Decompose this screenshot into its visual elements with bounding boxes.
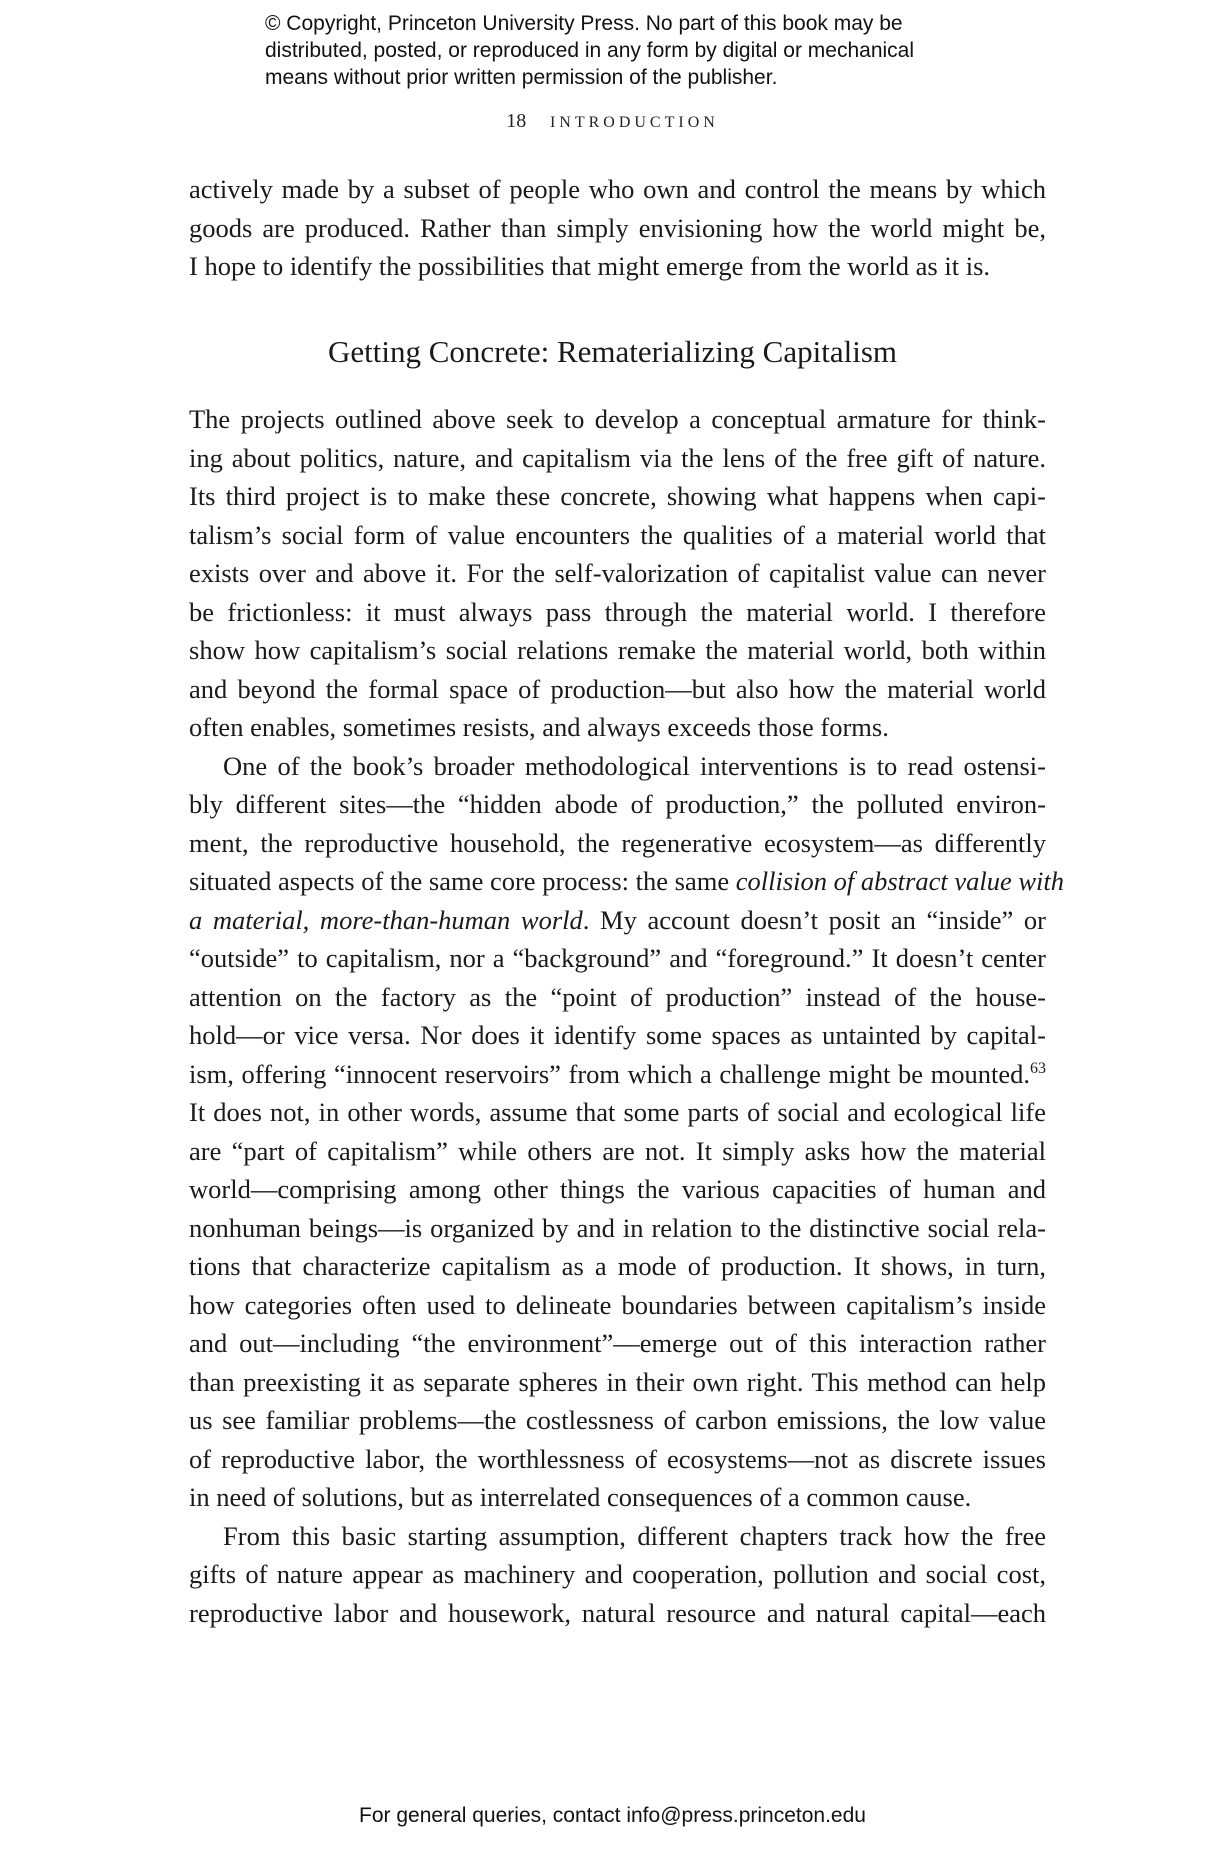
text-line: show how capitalism’s social relations remake the material world, both within [189, 635, 1046, 665]
running-head [0, 110, 1225, 133]
text-line: of reproductive labor, the worthlessness of ecosystems—not as discrete issues [189, 1443, 1046, 1474]
text-line: The projects outlined above seek to develop a conceptual armature for think- [189, 404, 1046, 434]
footnote-reference[interactable]: 63 [1030, 1059, 1046, 1077]
text-line: in need of solutions, but as interrelated consequences of a common cause. [189, 1482, 972, 1512]
text-line: nonhuman beings—is organized by and in relation to the distinctive social rela- [189, 1212, 1046, 1243]
text-line: gifts of nature appear as machinery and cooperation, pollution and social cost, [189, 1559, 1046, 1589]
text-line: Its third project is to make these concrete, showing what happens when capi- [189, 481, 1046, 511]
text-span: ism, offering “innocent reservoirs” from which a challenge might be mounted. [189, 1058, 1030, 1089]
text-line: goods are produced. Rather than simply envisioning how the world might be, [189, 212, 1046, 243]
text-line: bly different sites—the “hidden abode of production,” the polluted environ- [189, 789, 1046, 819]
text-line: reproductive labor and housework, natural resource and natural capital—each [189, 1597, 1046, 1628]
text-line: and beyond the formal space of production—but also how the material world [189, 673, 1046, 704]
copyright-line: distributed, posted, or reproduced in any form by digital or mechanical [265, 39, 915, 62]
text-line: tions that characterize capitalism as a mode of production. It shows, in turn, [189, 1251, 1046, 1281]
text-line: ing about politics, nature, and capitalism via the lens of the free gift of nature. [189, 442, 1046, 473]
text-line: exists over and above it. For the self-valorization of capitalist value can never [189, 558, 1046, 588]
text-line: talism’s social form of value encounters the qualities of a material world that [189, 519, 1046, 550]
italic-span: a material, more-than-human world [189, 904, 583, 935]
text-line: From this basic starting assumption, different chapters track how the free [223, 1520, 1046, 1551]
body-text [189, 400, 1065, 1632]
text-line: than preexisting it as separate spheres in their own right. This method can help [189, 1366, 1046, 1397]
text-line: be frictionless: it must always pass through the material world. I therefore [189, 596, 1046, 627]
section-heading: Getting Concrete: Rematerializing Capitalism [327, 334, 898, 369]
text-line: hold—or vice versa. Nor does it identify some spaces as untainted by capital- [189, 1020, 1046, 1050]
text-line: “outside” to capitalism, nor a “background” and “foreground.” It doesn’t center [189, 943, 1046, 973]
text-line [189, 901, 1046, 940]
text-line: and out—including “the environment”—emerge out of this interaction rather [189, 1328, 1046, 1358]
text-line: ment, the reproductive household, the regenerative ecosystem—as differently [189, 827, 1046, 858]
section-title: INTRODUCTION [549, 114, 719, 131]
text-span: . My account doesn’t posit an “inside” or [582, 904, 1047, 935]
text-line [189, 862, 1065, 901]
text-line: I hope to identify the possibilities that might emerge from the world as it is. [189, 251, 991, 281]
text-line: It does not, in other words, assume that some parts of social and ecological life [189, 1097, 1046, 1127]
text-span: situated aspects of the same core process: the same [189, 866, 736, 896]
text-line: One of the book’s broader methodological interventions is to read ostensi- [223, 750, 1046, 781]
text-line: often enables, sometimes resists, and always exceeds those forms. [189, 712, 889, 742]
footer-contact: For general queries, contact info@press.princeton.edu [359, 1804, 866, 1827]
copyright-notice [265, 10, 1045, 91]
text-line: us see familiar problems—the costlessness of carbon emissions, the low value [189, 1405, 1046, 1435]
italic-span: collision of abstract value with [735, 866, 1065, 896]
text-line: world—comprising among other things the various capacities of human and [189, 1174, 1046, 1204]
page-number: 18 [506, 110, 527, 132]
text-line: actively made by a subset of people who own and control the means by which [189, 174, 1046, 204]
text-line: how categories often used to delineate boundaries between capitalism’s inside [189, 1289, 1046, 1320]
text-line: attention on the factory as the “point of production” instead of the house- [189, 981, 1046, 1012]
text-line [189, 1055, 1046, 1094]
copyright-line: © Copyright, Princeton University Press. No part of this book may be [265, 12, 903, 35]
text-line: are “part of capitalism” while others are not. It simply asks how the material [189, 1135, 1046, 1166]
copyright-line: means without prior written permission of the publisher. [265, 66, 778, 89]
opening-paragraph [189, 170, 1046, 286]
